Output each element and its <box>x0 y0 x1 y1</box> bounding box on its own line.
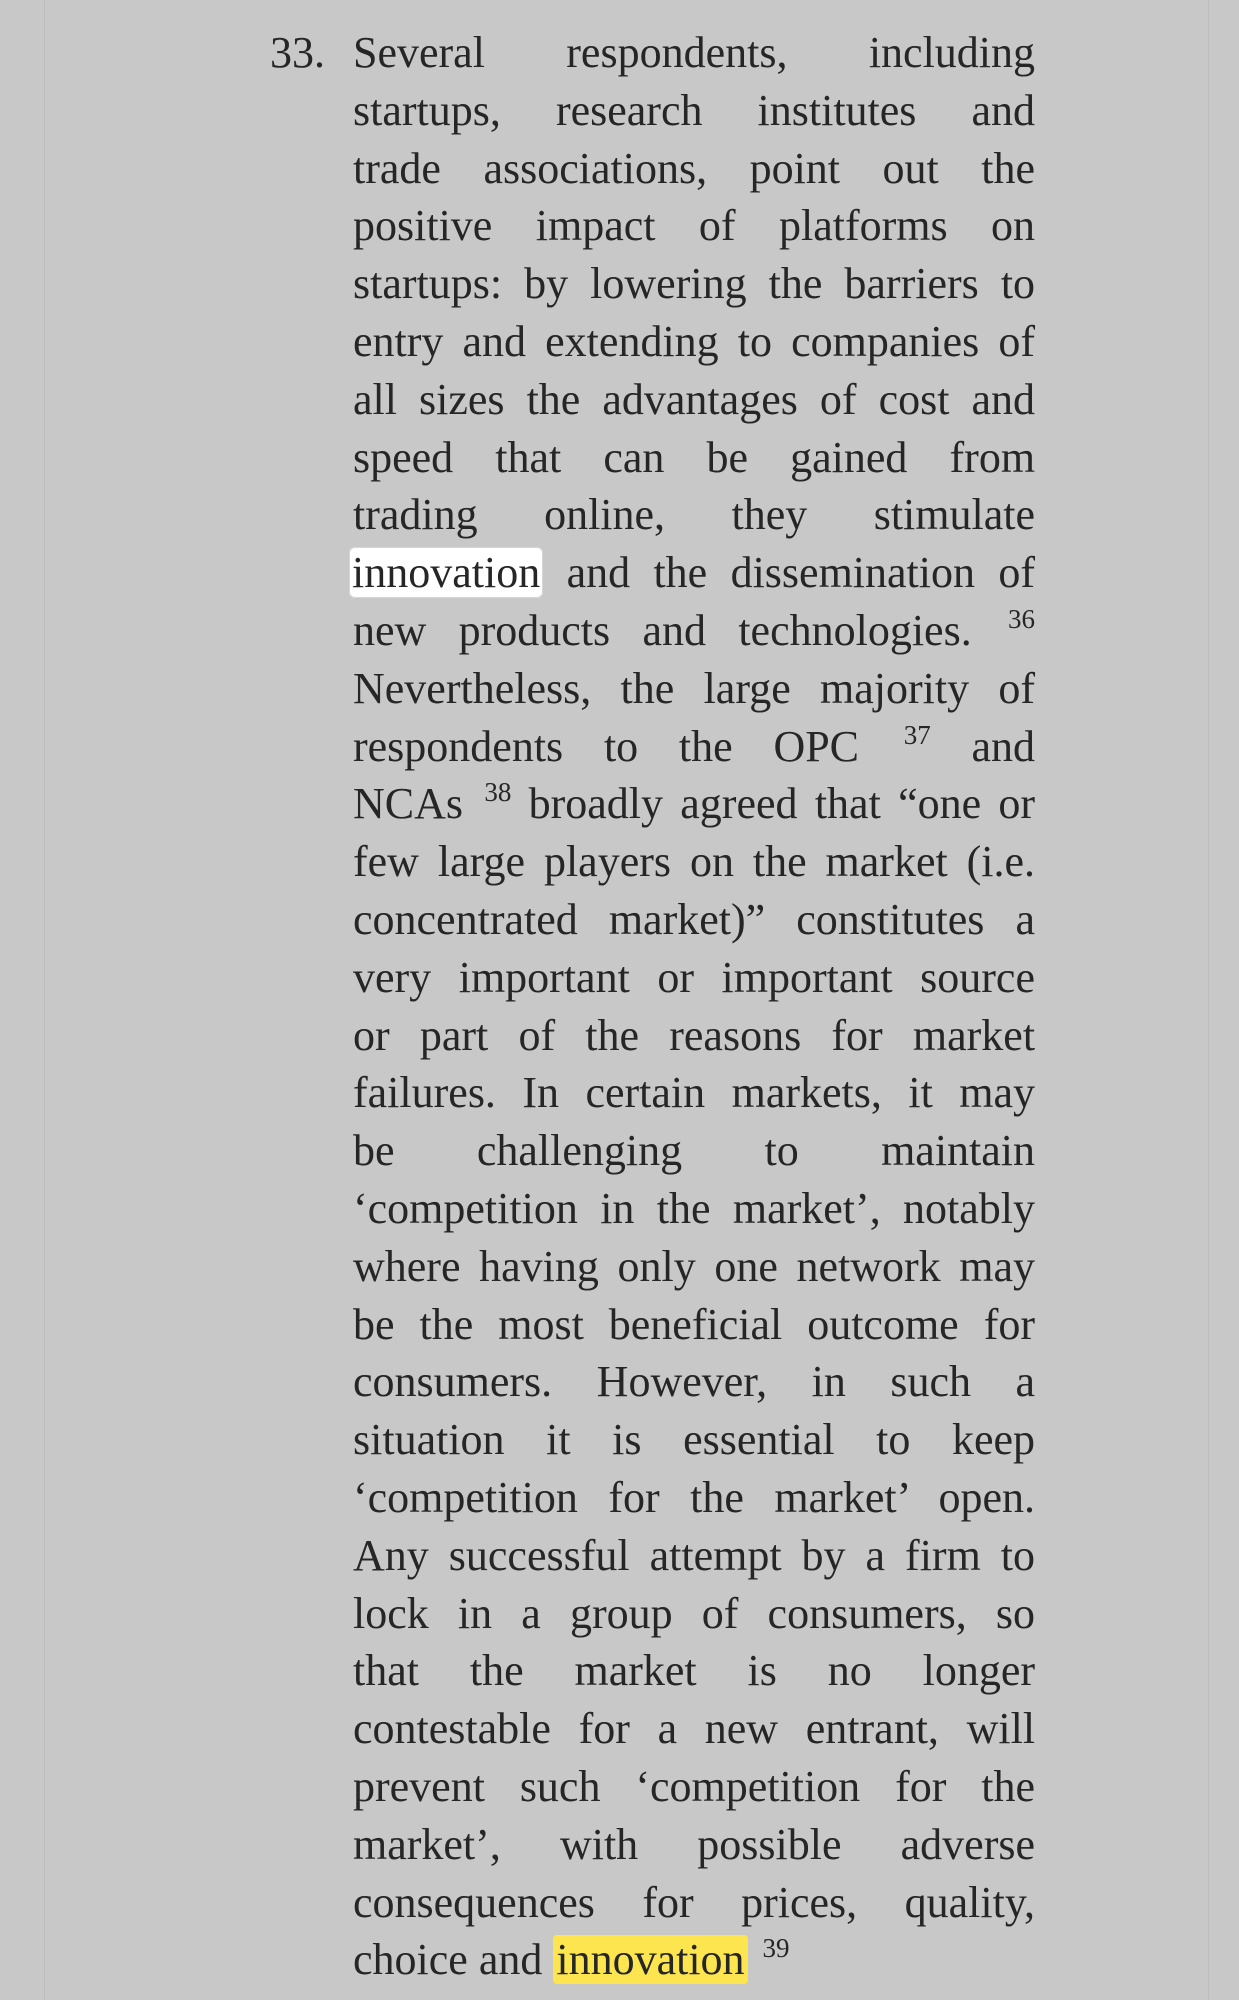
word: contestable <box>353 1704 551 1754</box>
word: important <box>458 952 630 1002</box>
word: for <box>895 1761 947 1811</box>
word: prices, <box>741 1877 858 1927</box>
word: or <box>353 1010 390 1060</box>
word: institutes <box>757 85 917 135</box>
word: in <box>457 1588 493 1638</box>
word: a <box>1015 1357 1036 1407</box>
word: including <box>868 28 1036 77</box>
text-line <box>353 313 1035 371</box>
word: stimulate <box>873 490 1036 540</box>
text-line <box>353 1064 1035 1122</box>
word: market <box>825 837 948 887</box>
word: to <box>876 1415 911 1465</box>
text-line <box>353 775 1035 833</box>
word: for <box>608 1472 660 1522</box>
word: a <box>521 1588 541 1638</box>
word: consequences <box>353 1877 595 1927</box>
word: markets, <box>731 1068 882 1118</box>
word: speed <box>353 432 454 482</box>
word: that <box>353 1646 419 1696</box>
text-line <box>353 718 1035 776</box>
word: gained <box>790 432 908 482</box>
text-line <box>353 1122 1035 1180</box>
word: attempt <box>649 1530 782 1580</box>
word: for <box>642 1877 694 1927</box>
word: for <box>578 1704 630 1754</box>
word: NCAs <box>353 779 464 829</box>
search-match-highlight[interactable]: innovation <box>553 1935 747 1984</box>
word: be <box>353 1299 395 1349</box>
word: constitutes <box>796 894 985 944</box>
word: the <box>585 1010 640 1060</box>
word: market <box>574 1646 697 1696</box>
text-line <box>353 255 1035 313</box>
word: ‘competition <box>353 1183 578 1233</box>
word: the <box>768 259 823 309</box>
footnote-reference[interactable]: 37 <box>903 719 931 750</box>
word: broadly <box>528 779 663 829</box>
word: respondents <box>353 721 564 771</box>
word: source <box>920 952 1035 1002</box>
word: of <box>998 663 1036 713</box>
word: adverse <box>900 1819 1036 1869</box>
word: online, <box>544 490 666 540</box>
text-line <box>353 486 1035 544</box>
word: the <box>469 1646 524 1696</box>
word: the <box>752 837 807 887</box>
word: firm <box>905 1530 981 1580</box>
word: market’, <box>353 1819 501 1869</box>
text-line <box>353 1874 1035 1932</box>
word: technologies. <box>738 605 972 655</box>
word: by <box>801 1530 846 1580</box>
word: network <box>796 1241 941 1291</box>
word: and <box>462 316 527 366</box>
word: longer <box>922 1646 1036 1696</box>
text-line <box>353 1758 1035 1816</box>
word: failures. <box>353 1068 496 1118</box>
word: or <box>998 779 1036 829</box>
word: be <box>706 432 749 482</box>
word: or <box>657 952 694 1002</box>
word: of <box>819 374 857 424</box>
word: market’ <box>774 1472 908 1522</box>
word: barriers <box>844 259 979 309</box>
word: prevent <box>353 1761 485 1811</box>
word: the <box>981 1761 1036 1811</box>
text-line <box>353 82 1035 140</box>
word: entrant, <box>805 1704 939 1754</box>
word: be <box>353 1126 395 1176</box>
word: such <box>890 1357 972 1407</box>
paragraph-body <box>353 24 1035 1989</box>
word: respondents, <box>566 28 788 77</box>
word: majority <box>820 663 970 713</box>
footnote-reference[interactable]: 38 <box>484 777 512 808</box>
word: a <box>1015 894 1036 944</box>
word: sizes <box>419 374 505 424</box>
footnote-reference[interactable]: 39 <box>762 1933 790 1964</box>
word: from <box>949 432 1036 482</box>
text-line <box>353 429 1035 487</box>
text-line <box>353 1238 1035 1296</box>
word: challenging <box>476 1126 683 1176</box>
word: research <box>555 85 703 135</box>
word: situation <box>353 1415 505 1465</box>
word: lock <box>353 1588 429 1638</box>
text-line <box>353 1007 1035 1065</box>
word: the <box>678 721 733 771</box>
word: consumers. <box>353 1357 553 1407</box>
word: companies <box>791 316 980 366</box>
word: trade <box>353 143 441 193</box>
word: that <box>495 432 562 482</box>
text-line <box>353 1642 1035 1700</box>
word: a <box>657 1704 678 1754</box>
text-line <box>353 1700 1035 1758</box>
text-line <box>353 140 1035 198</box>
search-match-current[interactable]: innovation <box>349 547 543 598</box>
word: notably <box>903 1183 1036 1233</box>
word: may <box>959 1068 1035 1118</box>
text-line <box>353 24 1035 82</box>
word: out <box>882 143 939 193</box>
word: market)” <box>608 894 766 944</box>
word: the <box>653 548 708 598</box>
word: on <box>991 201 1036 251</box>
word: products <box>458 605 611 655</box>
word: of <box>698 201 736 251</box>
text-line <box>353 197 1035 255</box>
word: by <box>524 259 569 309</box>
word: associations, <box>483 143 708 193</box>
word: platforms <box>778 201 948 251</box>
word: very <box>353 952 432 1002</box>
word: reasons <box>669 1010 802 1060</box>
text-line <box>353 602 1035 660</box>
word: the <box>620 663 675 713</box>
word: and <box>566 548 631 598</box>
word: market’, <box>732 1183 881 1233</box>
text-line <box>353 1527 1035 1585</box>
text-line <box>353 544 1035 602</box>
word: it <box>546 1415 571 1465</box>
text-line <box>353 1469 1035 1527</box>
word: few <box>353 837 419 887</box>
word: In <box>522 1068 560 1118</box>
word: concentrated <box>353 894 578 944</box>
word: entry <box>353 316 444 366</box>
word: having <box>479 1241 599 1291</box>
text-line <box>353 1411 1035 1469</box>
word: with <box>559 1819 639 1869</box>
word: in <box>600 1183 635 1233</box>
word: OPC <box>773 721 860 771</box>
word: certain <box>585 1068 706 1118</box>
text-line <box>353 949 1035 1007</box>
word: extending <box>545 316 719 366</box>
word: and <box>971 721 1036 771</box>
word: the <box>981 143 1036 193</box>
page-edge-left <box>44 0 45 2000</box>
word: ‘competition <box>353 1472 578 1522</box>
word: quality, <box>904 1877 1035 1927</box>
text-line <box>353 1931 1035 1989</box>
word: to <box>1000 1530 1036 1580</box>
page-edge-right <box>1208 0 1209 2000</box>
word: on <box>689 837 734 887</box>
word: and <box>971 85 1036 135</box>
word: for <box>831 1010 883 1060</box>
text-line <box>353 891 1035 949</box>
word: such <box>519 1761 601 1811</box>
text-line <box>353 1180 1035 1238</box>
word: However, <box>596 1357 768 1407</box>
word: of <box>701 1588 739 1638</box>
word: “one <box>898 779 982 829</box>
word: new <box>704 1704 779 1754</box>
word: can <box>603 432 665 482</box>
footnote-reference[interactable]: 36 <box>1008 603 1036 634</box>
word: group <box>569 1588 673 1638</box>
word: for <box>983 1299 1035 1349</box>
word: to <box>1000 259 1036 309</box>
word: Nevertheless, <box>353 663 592 713</box>
word: dissemination <box>730 548 976 598</box>
word: open. <box>938 1472 1035 1522</box>
word: outcome <box>807 1299 959 1349</box>
word: the <box>526 374 581 424</box>
word: that <box>814 779 881 829</box>
word: will <box>966 1704 1036 1754</box>
word: and <box>642 605 706 655</box>
word: players <box>543 837 672 887</box>
word: so <box>995 1588 1035 1638</box>
word: the <box>656 1183 711 1233</box>
word: most <box>498 1299 584 1349</box>
word: successful <box>448 1530 630 1580</box>
word: to <box>737 316 773 366</box>
word: (i.e. <box>966 837 1036 887</box>
text-line <box>353 1585 1035 1643</box>
word: maintain <box>881 1126 1036 1176</box>
word: may <box>959 1241 1036 1291</box>
word: and <box>971 374 1036 424</box>
word: large <box>703 663 791 713</box>
word: one <box>714 1241 778 1291</box>
word: and <box>478 1935 543 1985</box>
word: large <box>437 837 526 887</box>
text-line <box>353 1353 1035 1411</box>
word: where <box>353 1241 461 1291</box>
word: of <box>518 1010 556 1060</box>
word: cost <box>878 374 950 424</box>
word: ‘competition <box>635 1761 861 1811</box>
word: impact <box>535 201 656 251</box>
word: positive <box>353 201 493 251</box>
text-line <box>353 1816 1035 1874</box>
word: new <box>353 605 427 655</box>
word: no <box>827 1646 872 1696</box>
text-line <box>353 660 1035 718</box>
word: is <box>747 1646 777 1696</box>
word: point <box>749 143 841 193</box>
text-line <box>353 371 1035 429</box>
word: consumers, <box>767 1588 967 1638</box>
text-line <box>353 833 1035 891</box>
word: trading <box>353 490 478 540</box>
word: agreed <box>680 779 798 829</box>
paragraph-number: 33. <box>270 28 325 77</box>
word: choice <box>353 1935 468 1985</box>
word: the <box>690 1472 744 1522</box>
word: Several <box>353 28 485 77</box>
word: startups: <box>353 259 503 309</box>
word: to <box>764 1126 799 1176</box>
word: in <box>811 1357 846 1407</box>
word: keep <box>951 1415 1035 1465</box>
word: lowering <box>590 259 747 309</box>
word: is <box>612 1415 642 1465</box>
word: only <box>617 1241 696 1291</box>
word: they <box>731 490 808 540</box>
word: startups, <box>353 85 501 135</box>
word: of <box>998 548 1036 598</box>
word: it <box>908 1068 933 1118</box>
word: part <box>419 1010 489 1060</box>
text-line <box>353 1296 1035 1354</box>
word: market <box>912 1010 1036 1060</box>
word: to <box>603 721 639 771</box>
word: of <box>998 316 1036 366</box>
word: the <box>419 1299 474 1349</box>
word: a <box>865 1530 886 1580</box>
word: essential <box>683 1415 835 1465</box>
word: important <box>721 952 893 1002</box>
word: beneficial <box>608 1299 783 1349</box>
word: possible <box>697 1819 842 1869</box>
word: Any <box>353 1530 429 1580</box>
word: all <box>353 374 397 424</box>
word: advantages <box>602 374 798 424</box>
